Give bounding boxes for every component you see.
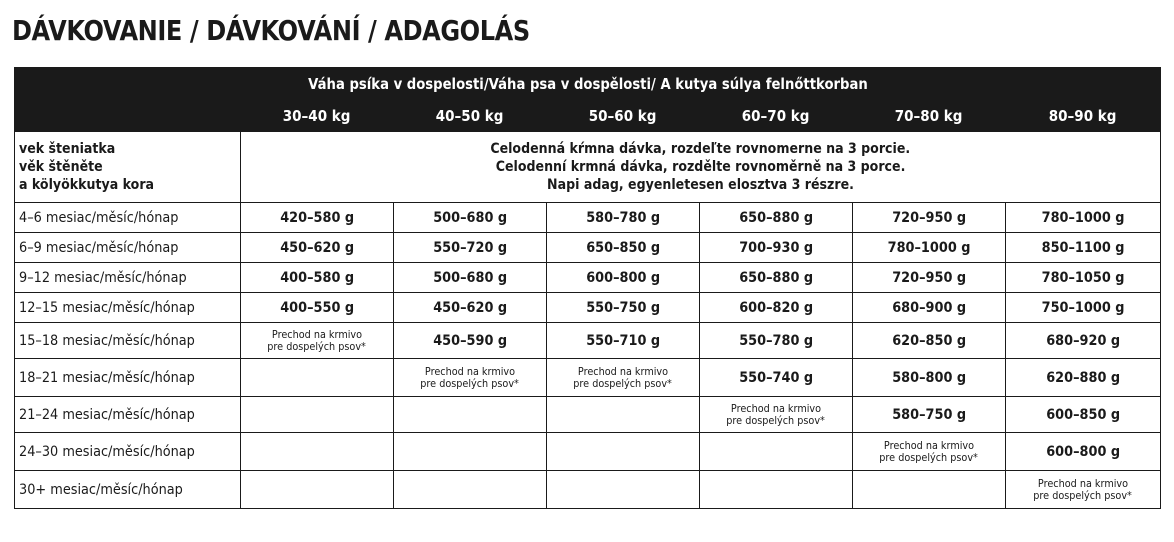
table-row bbox=[15, 323, 1161, 359]
age-cell: 12–15 mesiac/měsíc/hónap bbox=[15, 293, 241, 323]
dosage-cell: 550–780 g bbox=[700, 323, 853, 359]
empty-cell bbox=[241, 471, 394, 509]
adult-weight-header: Váha psíka v dospelosti/Váha psa v dospělosti/ A kutya súlya felnőttkorban bbox=[15, 68, 1161, 101]
adult-food-transition-note: Prechod na krmivo pre dospelých psov* bbox=[547, 359, 700, 397]
table-row bbox=[15, 263, 1161, 293]
puppy-age-label-line: a kölyökkutya kora bbox=[19, 177, 155, 193]
dosage-cell: 700–930 g bbox=[700, 233, 853, 263]
age-cell: 21–24 mesiac/měsíc/hónap bbox=[15, 397, 241, 433]
puppy-age-label-line: vek šteniatka bbox=[19, 141, 116, 157]
empty-cell bbox=[853, 471, 1006, 509]
daily-ration-note bbox=[241, 132, 1161, 203]
weight-column-header: 70–80 kg bbox=[853, 101, 1006, 132]
empty-cell bbox=[394, 397, 547, 433]
dosage-cell: 720–950 g bbox=[853, 203, 1006, 233]
dosage-cell: 500–680 g bbox=[394, 263, 547, 293]
daily-ration-line: Celodenná kŕmna dávka, rozdeľte rovnomerne na 3 porcie. bbox=[490, 141, 911, 157]
dosage-cell: 680–900 g bbox=[853, 293, 1006, 323]
adult-food-transition-note: Prechod na krmivo pre dospelých psov* bbox=[853, 433, 1006, 471]
dosage-cell: 550–720 g bbox=[394, 233, 547, 263]
dosage-cell: 650–880 g bbox=[700, 263, 853, 293]
weight-column-header: 50–60 kg bbox=[547, 101, 700, 132]
age-cell: 24–30 mesiac/měsíc/hónap bbox=[15, 433, 241, 471]
table-row bbox=[15, 397, 1161, 433]
empty-cell bbox=[700, 471, 853, 509]
adult-food-transition-note: Prechod na krmivo pre dospelých psov* bbox=[700, 397, 853, 433]
dosage-cell: 600–850 g bbox=[1006, 397, 1161, 433]
age-cell: 9–12 mesiac/měsíc/hónap bbox=[15, 263, 241, 293]
dosage-cell: 720–950 g bbox=[853, 263, 1006, 293]
dosage-cell: 780–1000 g bbox=[853, 233, 1006, 263]
weight-column-header: 30–40 kg bbox=[241, 101, 394, 132]
weight-corner-cell bbox=[15, 101, 241, 132]
age-cell: 4–6 mesiac/měsíc/hónap bbox=[15, 203, 241, 233]
age-cell: 18–21 mesiac/měsíc/hónap bbox=[15, 359, 241, 397]
empty-cell bbox=[547, 433, 700, 471]
empty-cell bbox=[241, 359, 394, 397]
daily-ration-line: Celodenní krmná dávka, rozdělte rovnoměrně na 3 porce. bbox=[495, 159, 906, 175]
dosage-cell: 450–620 g bbox=[241, 233, 394, 263]
adult-food-transition-note: Prechod na krmivo pre dospelých psov* bbox=[394, 359, 547, 397]
adult-food-transition-note: Prechod na krmivo pre dospelých psov* bbox=[241, 323, 394, 359]
table-row bbox=[15, 359, 1161, 397]
puppy-age-label-line: věk štěněte bbox=[19, 159, 103, 175]
table-row bbox=[15, 293, 1161, 323]
dosage-cell: 850–1100 g bbox=[1006, 233, 1161, 263]
table-header-row bbox=[15, 68, 1161, 101]
puppy-age-label bbox=[15, 132, 241, 203]
dosage-cell: 780–1000 g bbox=[1006, 203, 1161, 233]
dosage-cell: 650–880 g bbox=[700, 203, 853, 233]
dosage-cell: 780–1050 g bbox=[1006, 263, 1161, 293]
dosage-cell: 680–920 g bbox=[1006, 323, 1161, 359]
dosage-cell: 580–750 g bbox=[853, 397, 1006, 433]
dosage-cell: 600–800 g bbox=[1006, 433, 1161, 471]
dosage-cell: 550–750 g bbox=[547, 293, 700, 323]
age-cell: 30+ mesiac/měsíc/hónap bbox=[15, 471, 241, 509]
dosage-cell: 600–800 g bbox=[547, 263, 700, 293]
dosage-cell: 400–550 g bbox=[241, 293, 394, 323]
adult-food-transition-note: Prechod na krmivo pre dospelých psov* bbox=[1006, 471, 1161, 509]
table-row bbox=[15, 233, 1161, 263]
empty-cell bbox=[241, 397, 394, 433]
age-cell: 15–18 mesiac/měsíc/hónap bbox=[15, 323, 241, 359]
empty-cell bbox=[547, 397, 700, 433]
dosage-cell: 450–620 g bbox=[394, 293, 547, 323]
dosage-table bbox=[14, 67, 1161, 509]
dosage-cell: 580–780 g bbox=[547, 203, 700, 233]
empty-cell bbox=[700, 433, 853, 471]
dosage-cell: 420–580 g bbox=[241, 203, 394, 233]
empty-cell bbox=[547, 471, 700, 509]
dosage-cell: 580–800 g bbox=[853, 359, 1006, 397]
dosage-cell: 500–680 g bbox=[394, 203, 547, 233]
dosage-cell: 450–590 g bbox=[394, 323, 547, 359]
dosage-cell: 750–1000 g bbox=[1006, 293, 1161, 323]
weight-column-header: 40–50 kg bbox=[394, 101, 547, 132]
empty-cell bbox=[394, 471, 547, 509]
table-row bbox=[15, 471, 1161, 509]
empty-cell bbox=[241, 433, 394, 471]
dosage-cell: 650–850 g bbox=[547, 233, 700, 263]
empty-cell bbox=[394, 433, 547, 471]
dosage-cell: 600–820 g bbox=[700, 293, 853, 323]
age-cell: 6–9 mesiac/měsíc/hónap bbox=[15, 233, 241, 263]
table-row bbox=[15, 433, 1161, 471]
page-title: DÁVKOVANIE / DÁVKOVÁNÍ / ADAGOLÁS bbox=[12, 14, 530, 47]
dosage-cell: 550–740 g bbox=[700, 359, 853, 397]
weight-columns-row bbox=[15, 101, 1161, 132]
weight-column-header: 60–70 kg bbox=[700, 101, 853, 132]
dosage-cell: 550–710 g bbox=[547, 323, 700, 359]
dosage-cell: 400–580 g bbox=[241, 263, 394, 293]
dosage-cell: 620–850 g bbox=[853, 323, 1006, 359]
intro-row bbox=[15, 132, 1161, 203]
table-row bbox=[15, 203, 1161, 233]
dosage-cell: 620–880 g bbox=[1006, 359, 1161, 397]
daily-ration-line: Napi adag, egyenletesen elosztva 3 részre. bbox=[547, 177, 854, 193]
weight-column-header: 80–90 kg bbox=[1006, 101, 1161, 132]
